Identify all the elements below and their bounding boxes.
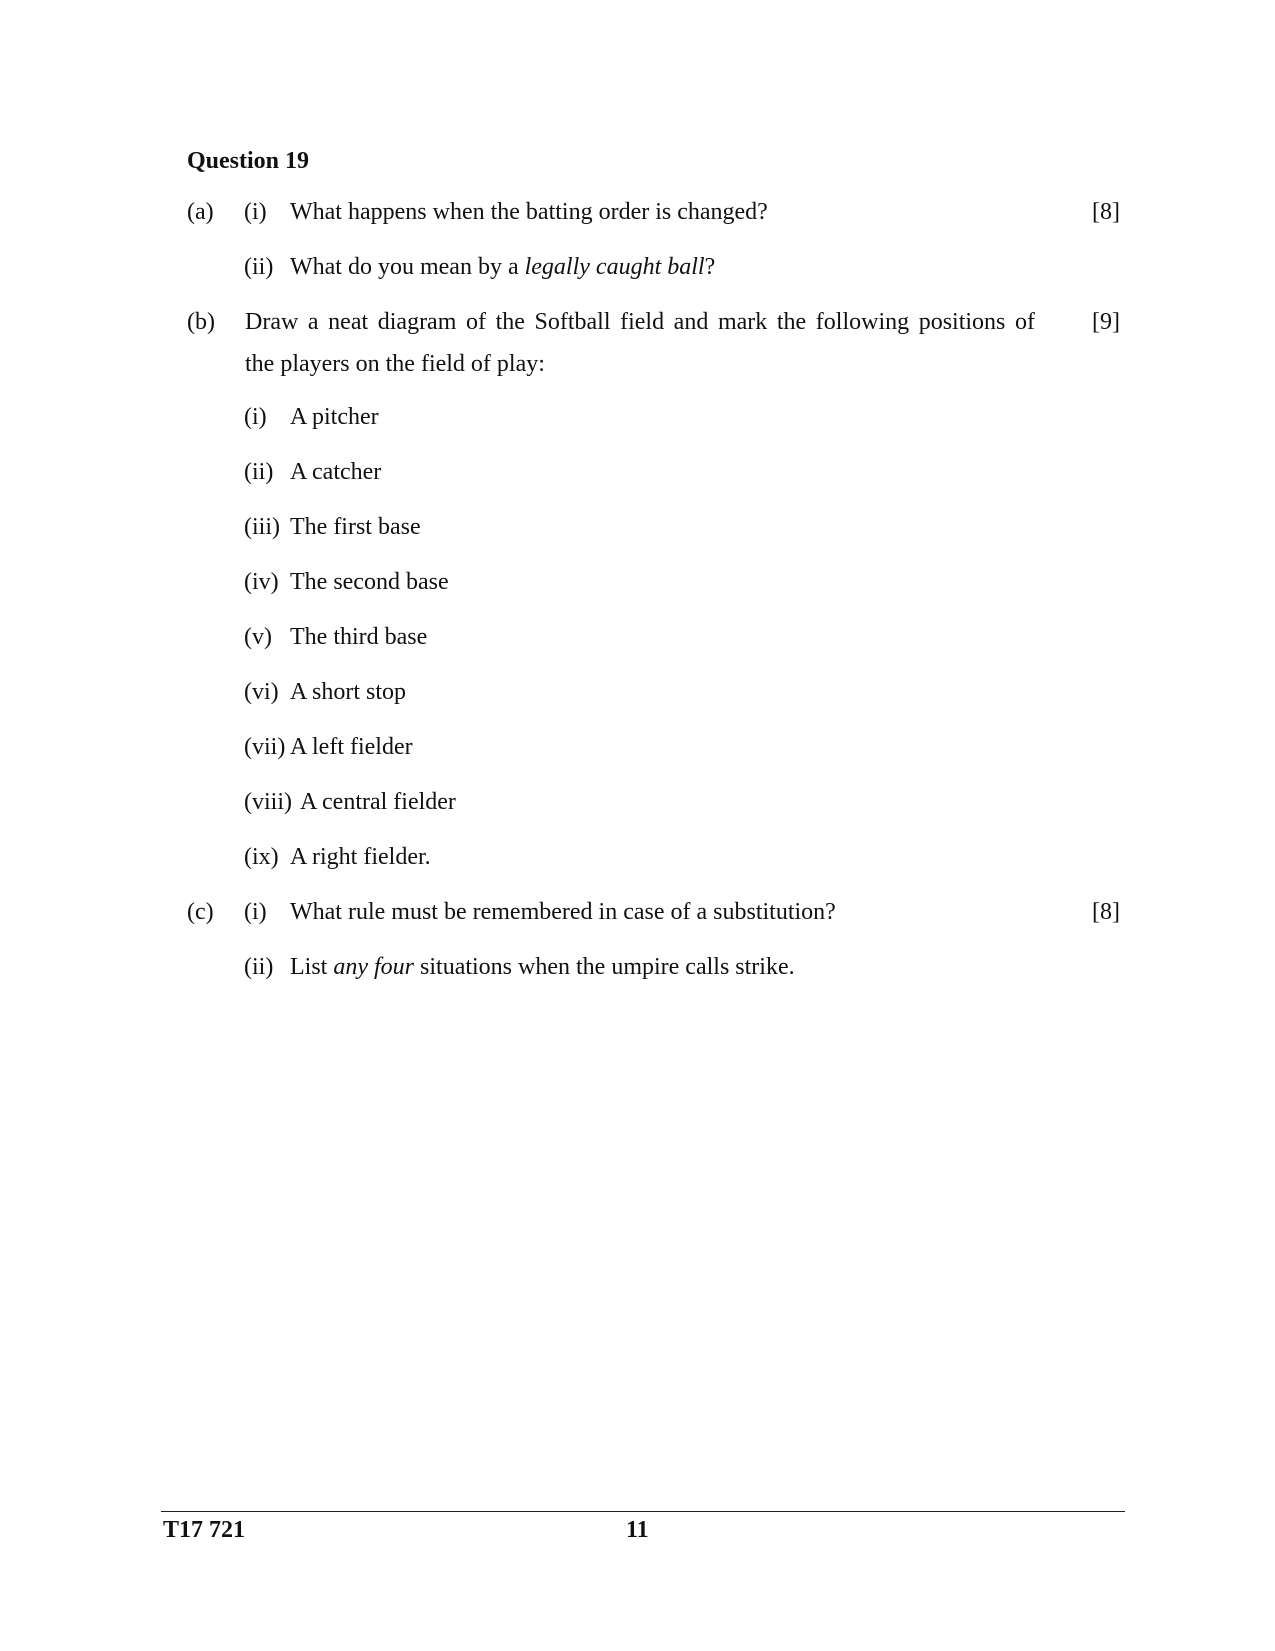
part-a-ii-text [290,255,715,279]
part-b-marks: [9] [1092,309,1120,335]
part-a-ii-text-italic: legally caught ball [524,254,705,280]
part-c-ii-text-italic: any four [333,954,415,980]
part-b-item-label: (iv) [244,569,279,595]
part-c-i-label: (i) [244,899,267,925]
footer-paper-code: T17 721 [163,1517,246,1543]
part-b-item-text: A pitcher [290,404,379,430]
part-c-label: (c) [187,899,214,925]
part-b-item-label: (v) [244,624,272,650]
part-b-item-text: The second base [290,569,449,595]
part-c-i-text: What rule must be remembered in case of a substitution? [290,899,836,925]
part-b-item-label: (vi) [244,679,279,705]
part-c-ii-text [290,955,795,979]
part-a-marks: [8] [1092,199,1120,225]
part-b-item-label: (i) [244,404,267,430]
part-b-intro-line1: Draw a neat diagram of the Softball field and mark the following positions of [245,309,1035,335]
part-a-ii-label: (ii) [244,254,274,280]
part-b-item-label: (viii) [244,789,292,815]
part-a-ii-text-after: ? [704,254,716,280]
part-a-i-text: What happens when the batting order is changed? [290,199,768,225]
part-b-item-text: The third base [290,624,428,650]
part-a-i-label: (i) [244,199,267,225]
part-b-item-text: A catcher [290,459,382,485]
part-b-item-text: A central fielder [300,789,456,815]
part-b-item-text: The first base [290,514,421,540]
part-b-item-text: A left fielder [290,734,413,760]
footer-divider [161,1511,1125,1512]
part-b-label: (b) [187,309,215,335]
part-b-item-label: (iii) [244,514,280,540]
part-c-marks: [8] [1092,899,1120,925]
part-c-ii-label: (ii) [244,954,274,980]
part-b-item-label: (vii) [244,734,286,760]
question-title: Question 19 [187,148,310,174]
part-b-item-text: A right fielder. [290,844,431,870]
part-b-item-label: (ii) [244,459,274,485]
part-b-item-label: (ix) [244,844,279,870]
part-a-label: (a) [187,199,214,225]
part-c-ii-text-before: List [290,954,334,980]
part-a-ii-text-before: What do you mean by a [290,254,525,280]
part-c-ii-text-after: situations when the umpire calls strike. [414,954,795,980]
part-b-intro-line2: the players on the field of play: [245,351,545,377]
footer-page-number: 11 [626,1517,649,1543]
part-b-item-text: A short stop [290,679,407,705]
